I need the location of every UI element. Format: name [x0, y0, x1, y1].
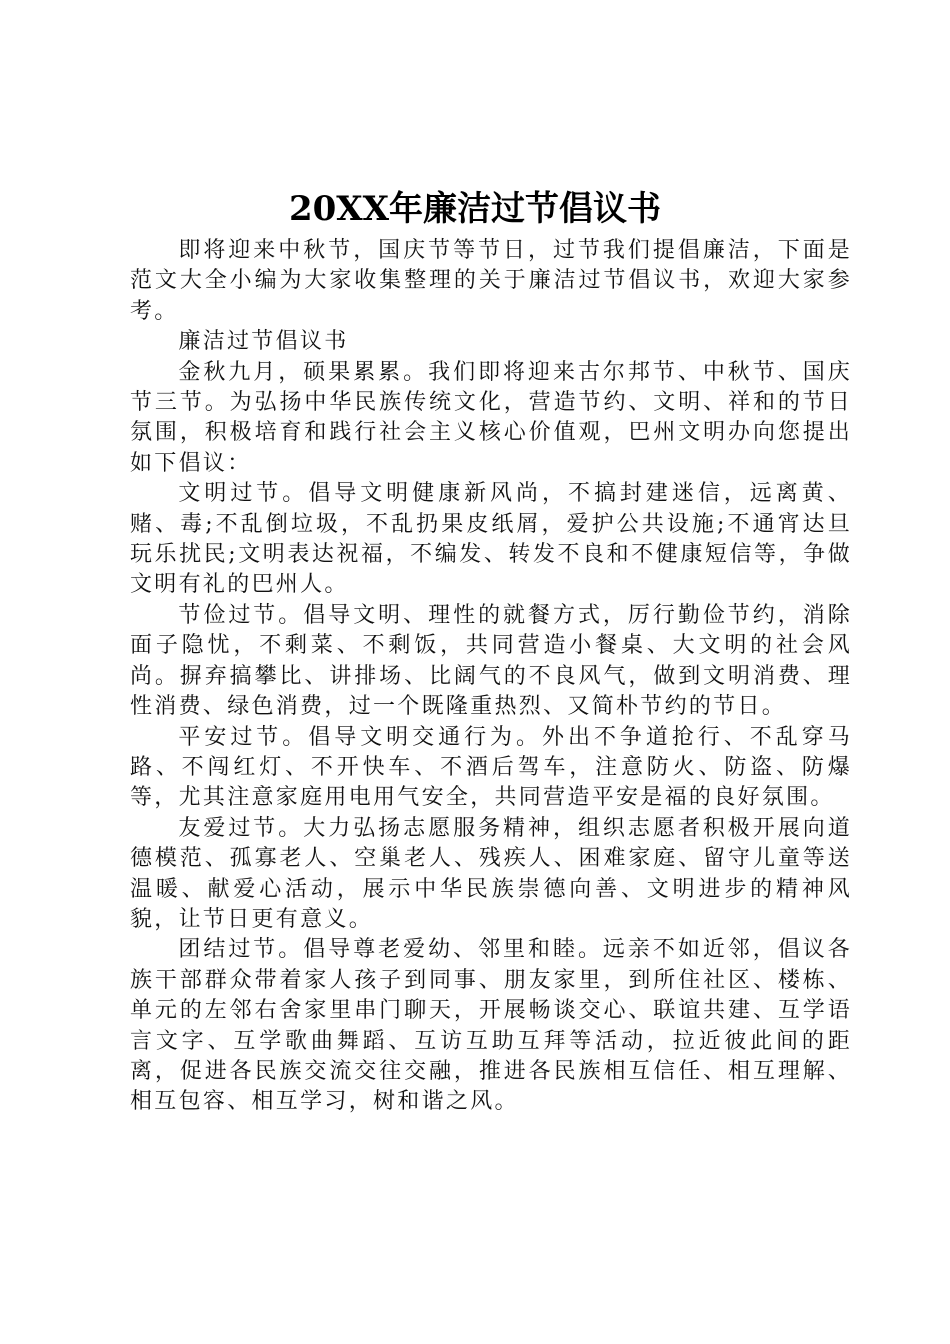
body-paragraph: 节俭过节。倡导文明、理性的就餐方式，厉行勤俭节约，消除面子隐忧，不剩菜、不剩饭，共同营造小餐桌、大文明的社会风尚。摒弃搞攀比、讲排场、比阔气的不良风气，做到文明消费、理性消费、绿色消费，过一个既隆重热烈、又简朴节约的节日。: [130, 602, 852, 720]
document-body: [130, 236, 852, 1118]
document-title: 20XX年廉洁过节倡议书: [288, 189, 662, 229]
body-paragraph: 金秋九月，硕果累累。我们即将迎来古尔邦节、中秋节、国庆节三节。为弘扬中华民族传统文化，营造节约、文明、祥和的节日氛围，积极培育和践行社会主义核心价值观，巴州文明办向您提出如下倡议：: [130, 359, 852, 476]
body-paragraph: 文明过节。倡导文明健康新风尚，不搞封建迷信，远离黄、赌、毒;不乱倒垃圾，不乱扔果皮纸屑，爱护公共设施;不通宵达旦玩乐扰民;文明表达祝福，不编发、转发不良和不健康短信等，争做文明有礼的巴州人。: [130, 481, 852, 598]
body-paragraph: 团结过节。倡导尊老爱幼、邻里和睦。远亲不如近邻，倡议各族干部群众带着家人孩子到同事、朋友家里，到所住社区、楼栋、单元的左邻右舍家里串门聊天，开展畅谈交心、联谊共建、互学语言文字、互学歌曲舞蹈、互访互助互拜等活动，拉近彼此间的距离，促进各民族交流交往交融，推进各民族相互信任、相互理解、相互包容、相互学习，树和谐之风。: [130, 937, 852, 1115]
subheading: 廉洁过节倡议书: [178, 329, 349, 355]
intro-paragraph: 即将迎来中秋节，国庆节等节日，过节我们提倡廉洁，下面是范文大全小编为大家收集整理的关于廉洁过节倡议书，欢迎大家参考。: [130, 238, 852, 324]
body-paragraph: 友爱过节。大力弘扬志愿服务精神，组织志愿者积极开展向道德模范、孤寡老人、空巢老人、残疾人、困难家庭、留守儿童等送温暖、献爱心活动，展示中华民族崇德向善、文明进步的精神风貌，让节日更有意义。: [130, 815, 852, 932]
body-paragraph: 平安过节。倡导文明交通行为。外出不争道抢行、不乱穿马路、不闯红灯、不开快车、不酒后驾车，注意防火、防盗、防爆等，尤其注意家庭用电用气安全，共同营造平安是福的良好氛围。: [130, 724, 852, 811]
